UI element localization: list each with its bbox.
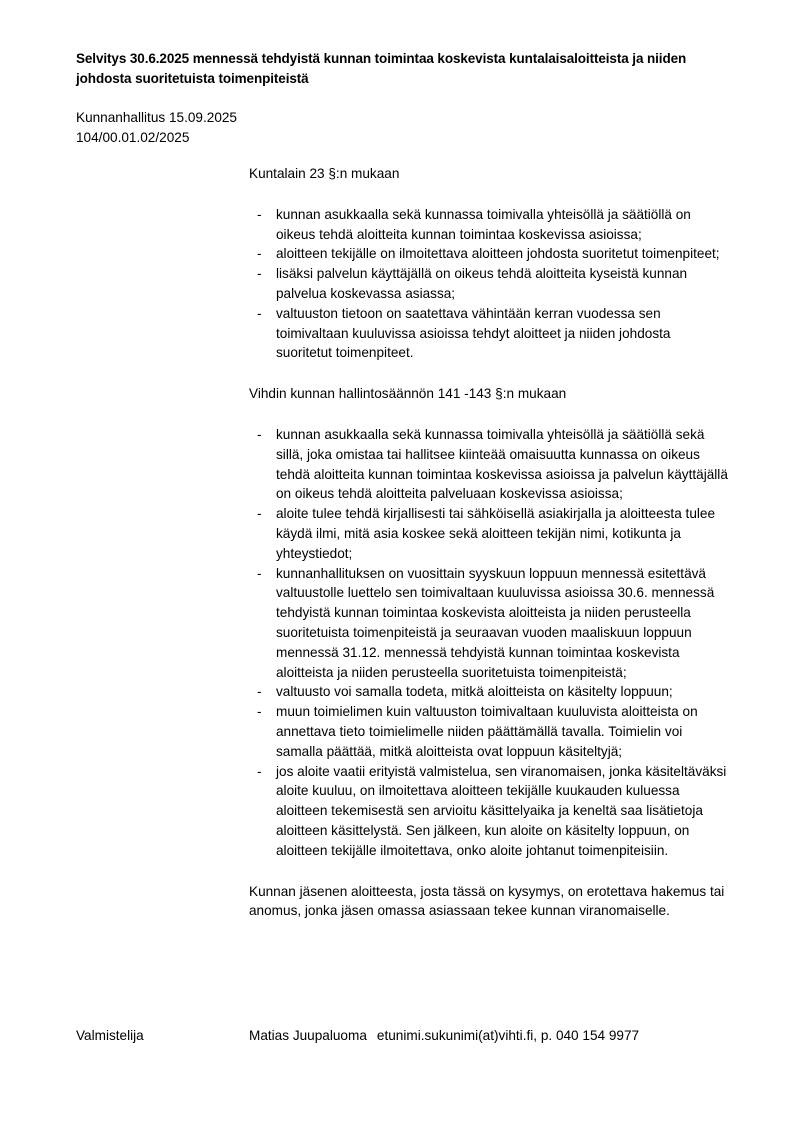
preparer-email: etunimi.sukunimi(at)vihti.fi, <box>376 1028 538 1043</box>
list-item-text: valtuusto voi samalla todeta, mitkä aloitteista on käsitelty loppuun; <box>276 684 673 700</box>
list-item <box>249 425 729 504</box>
dash-bullet: - <box>257 266 262 282</box>
dash-bullet: - <box>257 506 262 522</box>
dash-bullet: - <box>257 305 262 321</box>
section2-heading: Vihdin kunnan hallintosäännön 141 -143 §:n mukaan <box>249 386 567 402</box>
list-item <box>249 205 729 245</box>
list-item-text: lisäksi palvelun käyttäjällä on oikeus tehdä aloitteita kyseistä kunnan palvelua koskevassa asiassa; <box>276 266 688 301</box>
list-item-text: kunnanhallituksen on vuosittain syyskuun loppuun mennessä esitettävä valtuustolle luettelo sen toimivaltaan kuuluvissa asioissa 30.6. mennessä tehdyistä kunnan toimintaa koskevista aloitteista ja niiden perusteella suoritetuista toimenpiteistä ja seuraavan vuoden maaliskuun loppuun mennessä 31.12. mennessä tehdyistä kunnan toimintaa koskevista aloitteista ja niiden perusteella suoritetuista toimenpiteistä; <box>276 565 715 680</box>
dash-bullet: - <box>257 763 262 779</box>
preparer-label: Valmistelija <box>76 1028 144 1043</box>
section2-list <box>249 425 729 861</box>
dash-bullet: - <box>257 426 262 442</box>
document-body <box>249 164 729 921</box>
list-item <box>249 702 729 761</box>
dash-bullet: - <box>257 246 262 262</box>
list-item-text: aloitteen tekijälle on ilmoitettava aloitteen johdosta suoritetut toimenpiteet; <box>276 246 720 262</box>
list-item-text: kunnan asukkaalla sekä kunnassa toimivalla yhteisöllä ja säätiöllä sekä sillä, joka omistaa tai hallitsee kiinteää omaisuutta kunnassa on oikeus tehdä aloitteita kunnan toimintaa koskevissa asioissa ja palvelun käyttäjällä on oikeus tehdä aloitteita palveluaan koskevissa asioissa; <box>276 426 728 502</box>
dash-bullet: - <box>257 206 262 222</box>
document-title: Selvitys 30.6.2025 mennessä tehdyistä kunnan toimintaa koskevista kuntalaisaloitteista ja niiden johdosta suoritetuista toimenpiteistä <box>76 51 687 86</box>
list-item-text: aloite tulee tehdä kirjallisesti tai sähköisellä asiakirjalla ja aloitteesta tulee käydä ilmi, mitä asia koskee sekä aloitteen tekijän nimi, kotikunta ja yhteystiedot; <box>276 506 716 561</box>
record-number: 104/00.01.02/2025 <box>76 130 190 145</box>
closing-paragraph: Kunnan jäsenen aloitteesta, josta tässä on kysymys, on erotettava hakemus tai anomus, jonka jäsen omassa asiassaan tekee kunnan viranomaiselle. <box>249 883 725 919</box>
list-item <box>249 682 729 702</box>
preparer-contact <box>249 1026 639 1046</box>
dash-bullet: - <box>257 684 262 700</box>
preparer-name: Matias Juupaluoma <box>249 1028 367 1043</box>
section1-heading: Kuntalain 23 §:n mukaan <box>249 166 400 181</box>
list-item <box>249 504 729 563</box>
list-item-text: jos aloite vaatii erityistä valmistelua, sen viranomaisen, jonka käsiteltäväksi aloite kuuluu, on ilmoitettava aloitteen tekijälle kuukauden kuluessa aloitteen tekemisestä sen arvioitu käsittelyaika ja keneltä saa lisätietoja aloitteen käsittelystä. Sen jälkeen, kun aloite on käsitelty loppuun, on aloitteen tekijälle ilmoitettava, onko aloite johtanut toimenpiteisiin. <box>276 763 727 858</box>
list-item <box>249 304 729 363</box>
list-item <box>249 264 729 304</box>
list-item <box>249 564 729 683</box>
list-item-text: valtuuston tietoon on saatettava vähintään kerran vuodessa sen toimivaltaan kuuluvissa asioissa tehdyt aloitteet ja niiden johdosta suoritetut toimenpiteet. <box>276 305 671 361</box>
list-item-text: kunnan asukkaalla sekä kunnassa toimivalla yhteisöllä ja säätiöllä on oikeus tehdä aloitteita kunnan toimintaa koskevissa asioissa; <box>276 206 691 242</box>
meeting-info <box>76 108 237 148</box>
list-item <box>249 762 729 861</box>
list-item-text: muun toimielimen kuin valtuuston toimivaltaan kuuluvista aloitteista on annettava tieto toimielimelle niiden päättämällä tavalla. Toimielin voi samalla päättää, mitkä aloitteista ovat loppuun käsiteltyjä; <box>276 704 698 759</box>
dash-bullet: - <box>257 704 262 720</box>
list-item <box>249 244 729 264</box>
preparer-phone: p. 040 154 9977 <box>540 1028 640 1043</box>
meeting-name: Kunnanhallitus 15.09.2025 <box>76 110 237 125</box>
section1-list <box>249 205 729 363</box>
dash-bullet: - <box>257 565 262 581</box>
